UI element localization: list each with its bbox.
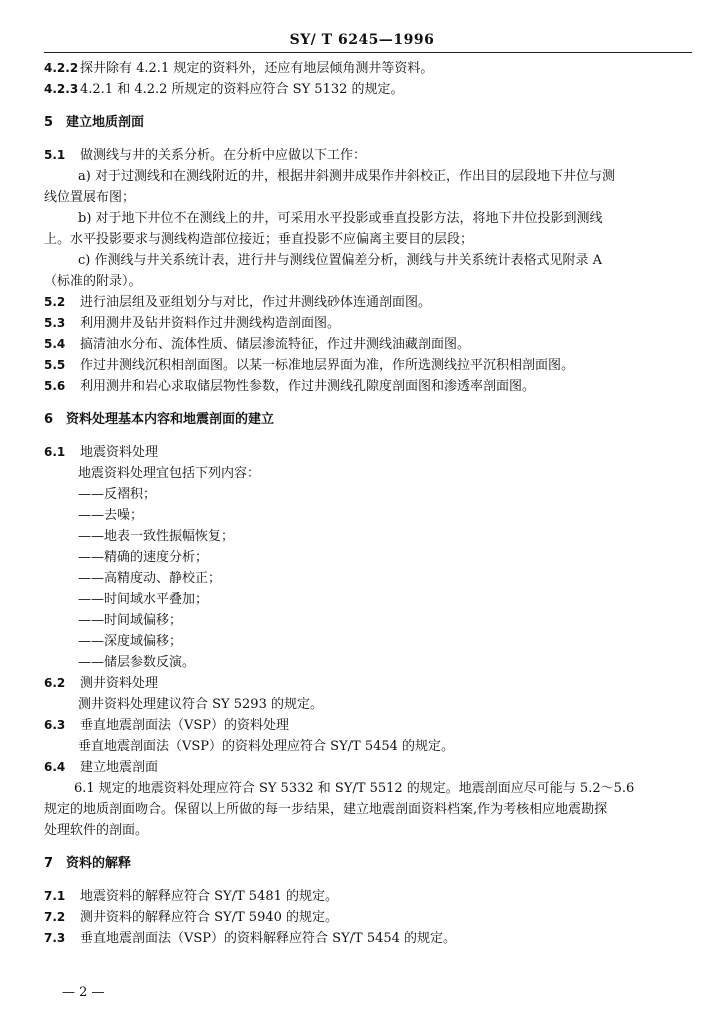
item-b-line-1: b) 对于地下井位不在测线上的井，可采用水平投影或垂直投影方法，将地下井位投影到测线 <box>78 211 603 226</box>
list-item: ——深度域偏移； <box>78 634 183 649</box>
clause-4-2-3 <box>44 79 692 100</box>
clause-5-6 <box>44 376 692 397</box>
clause-number: 7.2 <box>44 910 66 924</box>
clause-6-3 <box>44 715 692 736</box>
section-title: 资料的解释 <box>66 856 132 871</box>
item-c-line-1: c) 作测线与井关系统计表，进行井与测线位置偏差分析，测线与井关系统计表格式见附录 A <box>78 253 603 268</box>
processing-item-list <box>44 484 692 673</box>
clause-6-1 <box>44 442 692 463</box>
clause-number: 6.3 <box>44 718 66 732</box>
list-item: ——高精度动、静校正； <box>78 571 222 586</box>
section-6-heading <box>44 409 692 430</box>
clause-number: 5.2 <box>44 295 66 309</box>
list-item: ——时间域偏移； <box>78 613 183 628</box>
list-item: ——地表一致性振幅恢复； <box>78 529 235 544</box>
section-7-heading <box>44 853 692 874</box>
clause-text: 地震资料处理 <box>80 445 159 460</box>
clause-5-3 <box>44 313 692 334</box>
clause-7-1 <box>44 886 692 907</box>
document-body <box>44 58 692 949</box>
clause-6-4-line-3: 处理软件的剖面。 <box>44 823 149 838</box>
clause-text: 探井除有 4.2.1 规定的资料外，还应有地层倾角测井等资料。 <box>80 61 434 76</box>
list-item: ——时间域水平叠加； <box>78 592 209 607</box>
clause-text: 4.2.1 和 4.2.2 所规定的资料应符合 SY 5132 的规定。 <box>80 82 404 97</box>
clause-number: 5.5 <box>44 358 66 372</box>
clause-7-3 <box>44 928 692 949</box>
section-title: 建立地质剖面 <box>66 115 145 130</box>
clause-4-2-2 <box>44 58 692 79</box>
list-item: ——去噪； <box>78 508 144 523</box>
clause-number: 4.2.2 <box>44 61 79 75</box>
clause-text: 利用测井及钻井资料作过井测线构造剖面图。 <box>80 316 341 331</box>
list-item: ——储层参数反演。 <box>78 655 196 670</box>
clause-text: 作过井测线沉积相剖面图。以某一标准地层界面为准，作所选测线拉平沉积相剖面图。 <box>80 358 575 373</box>
clause-number: 5.3 <box>44 316 66 330</box>
section-number: 7 <box>44 856 54 871</box>
clause-5-2 <box>44 292 692 313</box>
item-a-line-1: a) 对于过测线和在测线附近的井，根据井斜测井成果作井斜校正，作出目的层段地下井位与测 <box>78 169 615 184</box>
clause-text: 进行油层组及亚组划分与对比，作过井测线砂体连通剖面图。 <box>80 295 432 310</box>
clause-text: 测井资料的解释应符合 SY/T 5940 的规定。 <box>80 910 339 925</box>
list-item: ——精确的速度分析； <box>78 550 209 565</box>
clause-6-4 <box>44 757 692 778</box>
clause-text: 做测线与井的关系分析。在分析中应做以下工作： <box>80 148 367 163</box>
clause-text: 垂直地震剖面法（VSP）的资料处理 <box>80 718 290 733</box>
standard-header: SY/ T 6245—1996 <box>289 32 435 48</box>
clause-number: 5.4 <box>44 337 66 351</box>
clause-6-3-body: 垂直地震剖面法（VSP）的资料处理应符合 SY/T 5454 的规定。 <box>78 739 455 754</box>
clause-5-4 <box>44 334 692 355</box>
clause-number: 6.2 <box>44 676 66 690</box>
clause-number: 7.3 <box>44 931 66 945</box>
clause-6-4-line-1: 6.1 规定的地震资料处理应符合 SY 5332 和 SY/T 5512 的规定。地震剖面应尽可能与 5.2～5.6 <box>74 781 635 796</box>
section-title: 资料处理基本内容和地震剖面的建立 <box>66 412 275 427</box>
section-5-heading <box>44 112 692 133</box>
clause-text: 搞清油水分布、流体性质、储层渗流特征，作过井测线油藏剖面图。 <box>80 337 471 352</box>
clause-text: 地震资料的解释应符合 SY/T 5481 的规定。 <box>80 889 339 904</box>
section-number: 5 <box>44 115 54 130</box>
clause-text: 测井资料处理 <box>80 676 159 691</box>
item-c-line-2: （标准的附录）。 <box>44 274 142 289</box>
clause-6-1-intro: 地震资料处理宜包括下列内容： <box>78 466 261 481</box>
clause-number: 7.1 <box>44 889 66 903</box>
clause-text: 建立地震剖面 <box>80 760 159 775</box>
section-number: 6 <box>44 412 54 427</box>
clause-5-1 <box>44 145 692 166</box>
clause-number: 4.2.3 <box>44 82 79 96</box>
clause-number: 6.1 <box>44 445 66 459</box>
clause-number: 6.4 <box>44 760 66 774</box>
clause-text: 垂直地震剖面法（VSP）的资料解释应符合 SY/T 5454 的规定。 <box>80 931 457 946</box>
clause-7-2 <box>44 907 692 928</box>
header-rule <box>44 52 692 53</box>
list-item: ——反褶积； <box>78 487 157 502</box>
clause-text: 利用测井和岩心求取储层物性参数，作过井测线孔隙度剖面图和渗透率剖面图。 <box>80 379 536 394</box>
clause-number: 5.1 <box>44 148 66 162</box>
clause-number: 5.6 <box>44 379 66 393</box>
item-b-line-2: 上。水平投影要求与测线构造部位接近；垂直投影不应偏离主要目的层段； <box>44 232 474 247</box>
clause-6-2 <box>44 673 692 694</box>
clause-5-5 <box>44 355 692 376</box>
clause-6-4-line-2: 规定的地质剖面吻合。保留以上所做的每一步结果，建立地震剖面资料档案,作为考核相应地震勘探 <box>44 802 608 817</box>
clause-6-2-body: 测井资料处理建议符合 SY 5293 的规定。 <box>78 697 323 712</box>
page-number: — 2 — <box>62 985 105 1000</box>
item-a-line-2: 线位置展布图； <box>44 190 136 205</box>
